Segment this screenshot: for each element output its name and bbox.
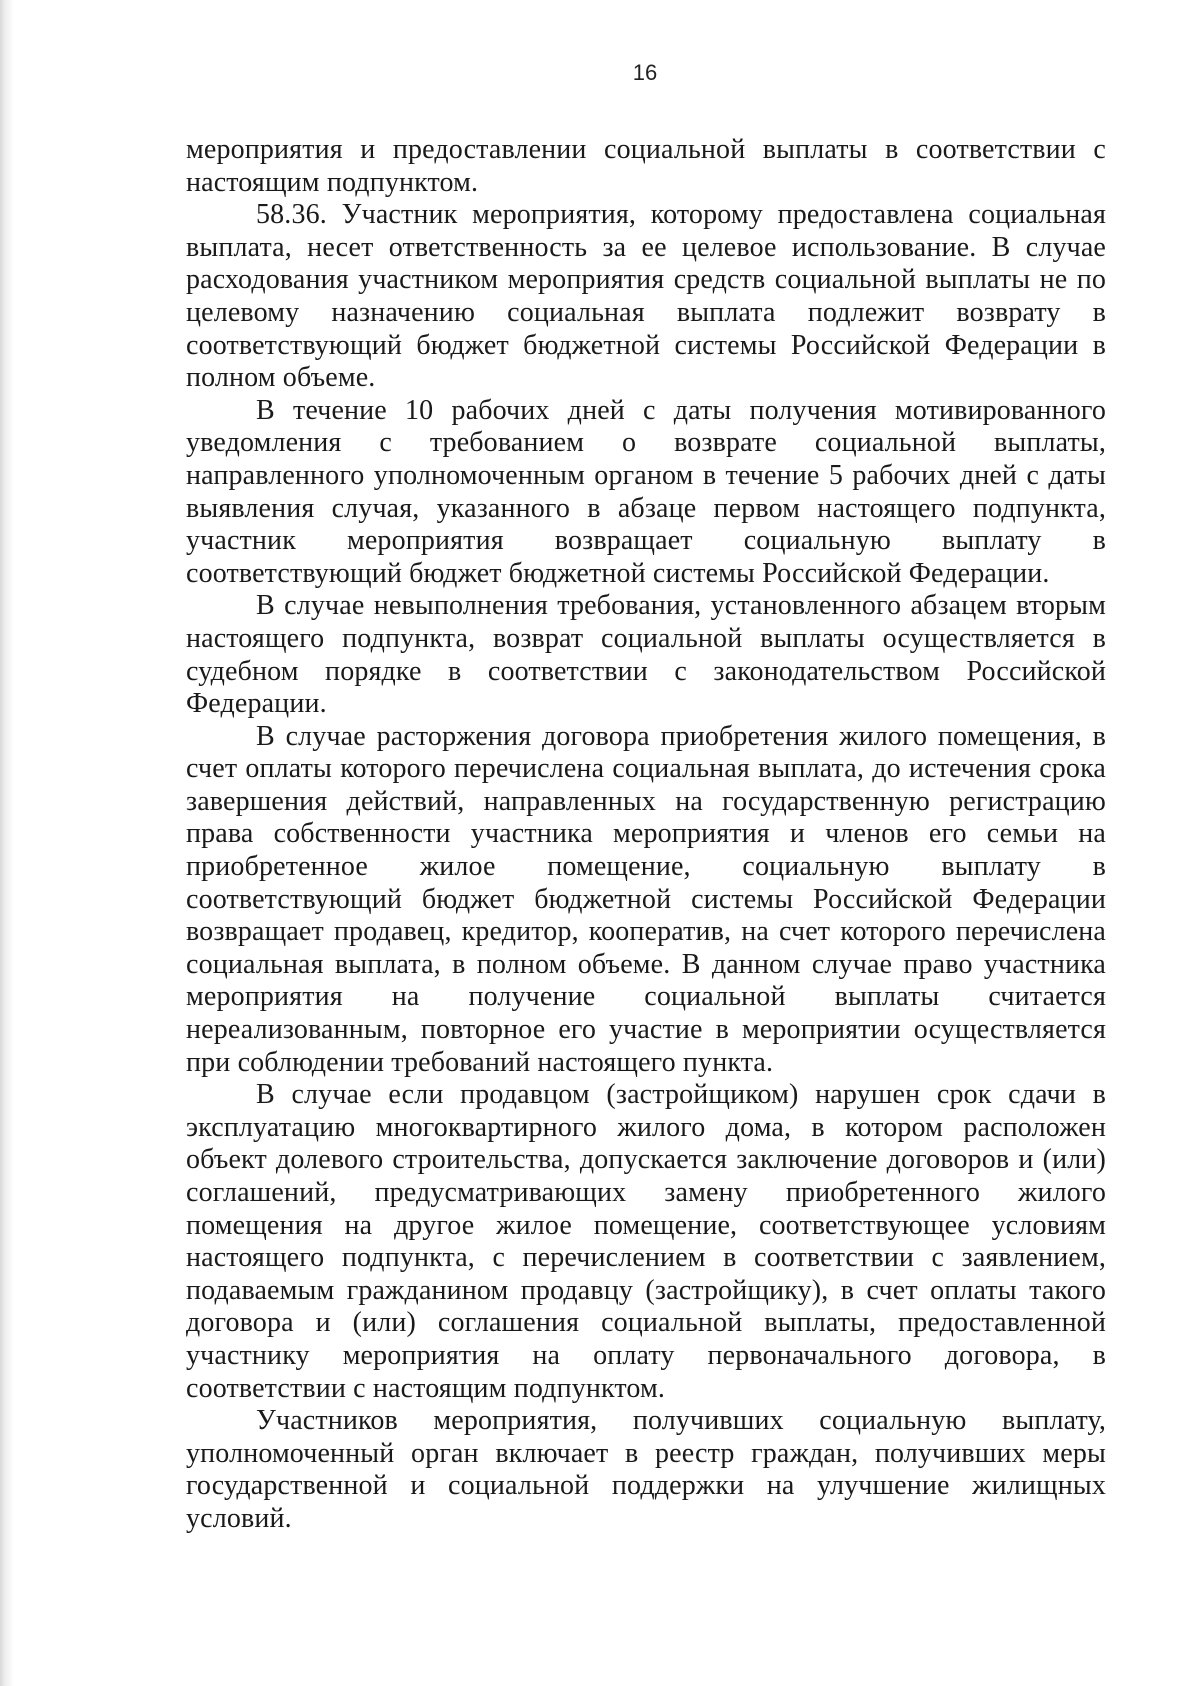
document-body [186,134,1106,1536]
paragraph-continuation: мероприятия и предоставлении социальной выплаты в соответствии с настоящим подпунктом. [186,134,1106,198]
paragraph-58-36: 58.36. Участник мероприятия, которому предоставлена социальная выплата, несет ответственность за ее целевое использование. В случае расходования участником мероприятия средств социальной выплаты не по целевому назначению социальная выплата подлежит возврату в соответствующий бюджет бюджетной системы Российской Федерации в полном объеме. [186,199,1106,394]
scan-edge-shadow [0,0,14,1686]
paragraph-developer-delay: В случае если продавцом (застройщиком) нарушен срок сдачи в эксплуатацию многоквартирного жилого дома, в котором расположен объект долевого строительства, допускается заключение договоров и (или) соглашений, предусматривающих замену приобретенного жилого помещения на другое жилое помещение, соответствующее условиям настоящего подпункта, с перечислением в соответствии с заявлением, подаваемым гражданином продавцу (застройщику), в счет оплаты такого договора и (или) соглашения социальной выплаты, предоставленной участнику мероприятия на оплату первоначального договора, в соответствии с настоящим подпунктом. [186,1079,1106,1404]
paragraph-registry: Участников мероприятия, получивших социальную выплату, уполномоченный орган включает в реестр граждан, получивших меры государственной и социальной поддержки на улучшение жилищных условий. [186,1405,1106,1534]
page-number: 16 [632,60,658,85]
paragraph-court-return: В случае невыполнения требования, установленного абзацем вторым настоящего подпункта, возврат социальной выплаты осуществляется в судебном порядке в соответствии с законодательством Российской Федерации. [186,590,1106,720]
paragraph-return-deadline: В течение 10 рабочих дней с даты получения мотивированного уведомления с требованием о возврате социальной выплаты, направленного уполномоченным органом в течение 5 рабочих дней с даты выявления случая, указанного в абзаце первом настоящего подпункта, участник мероприятия возвращает социальную выплату в соответствующий бюджет бюджетной системы Российской Федерации. [186,394,1106,589]
paragraph-contract-termination: В случае расторжения договора приобретения жилого помещения, в счет оплаты которого перечислена социальная выплата, до истечения срока завершения действий, направленных на государственную регистрацию права собственности участника мероприятия и членов его семьи на приобретенное жилое помещение, социальную выплату в соответствующий бюджет бюджетной системы Российской Федерации возвращает продавец, кредитор, кооператив, на счет которого перечислена социальная выплата, в полном объеме. В данном случае право участника мероприятия на получение социальной выплаты считается нереализованным, повторное его участие в мероприятии осуществляется при соблюдении требований настоящего пункта. [186,720,1106,1078]
